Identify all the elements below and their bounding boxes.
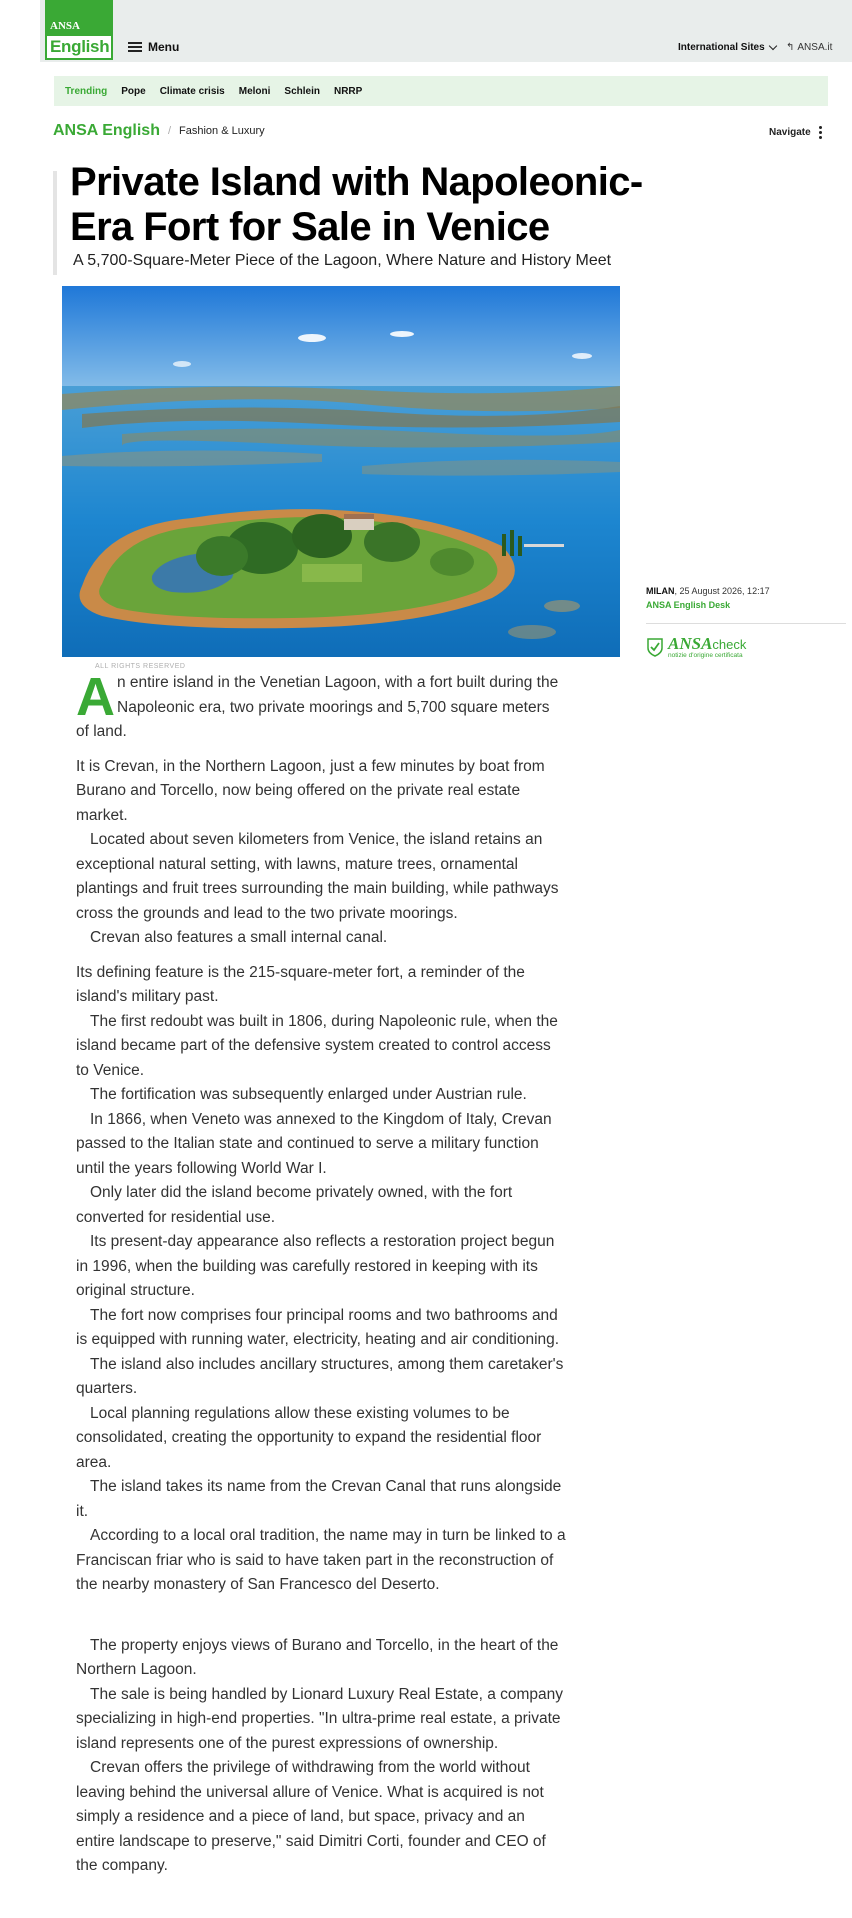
article-title: Private Island with Napoleonic-Era Fort for Sale in Venice: [70, 160, 643, 249]
article-paragraph: Crevan also features a small internal canal.: [90, 929, 388, 946]
article-paragraph: The fort now comprises four principal rooms and two bathrooms and is equipped with running water, electricity, heating and air conditioning.: [76, 1306, 560, 1348]
navigate-button[interactable]: [769, 126, 822, 139]
article-paragraph: The property enjoys views of Burano and Torcello, in the heart of the Northern Lagoon.: [76, 1636, 559, 1678]
ansa-check-word: check: [712, 637, 747, 652]
author-desk[interactable]: ANSA English Desk: [646, 600, 731, 610]
article-paragraph: Located about seven kilometers from Venice, the island retains an exceptional natural setting, with lawns, mature trees, ornamental plantings and fruit trees surrounding the main building, while pathways cross the grounds and lead to the two private moorings.: [76, 831, 559, 922]
trending-item-pope[interactable]: Pope: [121, 85, 146, 97]
trending-label: Trending: [65, 85, 108, 97]
article-paragraph: It is Crevan, in the Northern Lagoon, just a few minutes by boat from Burano and Torcello, now being offered on the private real estate market.: [76, 757, 545, 824]
sidebar-divider: [646, 623, 846, 624]
article-subtitle: A 5,700-Square-Meter Piece of the Lagoon, Where Nature and History Meet: [73, 252, 612, 269]
trending-item-meloni[interactable]: Meloni: [238, 85, 271, 97]
article-paragraph: The island also includes ancillary structures, among them caretaker's quarters.: [76, 1355, 564, 1397]
image-credit: ALL RIGHTS RESERVED: [95, 663, 186, 670]
ansa-english-logo[interactable]: [45, 0, 113, 60]
breadcrumb-home-link[interactable]: ANSA English: [53, 122, 160, 139]
shield-check-icon: [646, 637, 664, 657]
kebab-menu-icon: [819, 126, 822, 139]
trending-bar: [54, 76, 828, 106]
return-arrow-icon: ↰: [786, 42, 795, 53]
breadcrumb-separator: /: [167, 125, 172, 137]
logo-ansa-text: ANSA: [47, 0, 111, 36]
ansa-check-badge[interactable]: [646, 634, 746, 659]
menu-button[interactable]: [128, 40, 179, 54]
article-paragraph: Crevan offers the privilege of withdrawing from the world without leaving behind the universal allure of Venice. What is acquired is not simply a residence and a piece of land, but space, privacy and an entire landscape to preserve," said Dimitri Corti, founder and CEO of the company.: [76, 1759, 546, 1874]
article-paragraph: According to a local oral tradition, the name may in turn be linked to a Franciscan friar who is said to have taken part in the reconstruction of the nearby monastery of San Francesco del Deserto.: [76, 1527, 566, 1593]
ansa-check-tagline: notizie d'origine certificata: [668, 652, 743, 659]
trending-item-climate-crisis[interactable]: Climate crisis: [159, 85, 225, 97]
logo-english-text: English: [50, 37, 110, 56]
article-paragraph: Local planning regulations allow these existing volumes to be consolidated, creating the opportunity to expand the residential floor area.: [76, 1404, 542, 1471]
international-sites-dropdown[interactable]: [678, 42, 776, 53]
trending-item-schlein[interactable]: Schlein: [284, 85, 320, 97]
article-paragraph: The fortification was subsequently enlarged under Austrian rule.: [90, 1086, 527, 1103]
chevron-down-icon: [768, 42, 776, 50]
article-body: [76, 667, 566, 1879]
dateline: [646, 584, 770, 598]
ansa-check-brand: ANSA: [668, 634, 713, 653]
article-paragraph: Only later did the island become privately owned, with the fort converted for residential use.: [76, 1184, 513, 1226]
article-paragraph: In 1866, when Veneto was annexed to the Kingdom of Italy, Crevan passed to the Italian state and continued to serve a military function until the years following World War I.: [76, 1110, 552, 1177]
title-accent-bar: [53, 171, 57, 275]
article-paragraph: The island takes its name from the Crevan Canal that runs alongside it.: [76, 1478, 562, 1520]
menu-label: Menu: [148, 40, 180, 54]
international-sites-label: International Sites: [678, 42, 765, 53]
ansa-check-text: [668, 634, 746, 659]
ansa-it-link[interactable]: [786, 42, 832, 53]
hero-image-island-aerial[interactable]: [62, 286, 620, 657]
island-aerial-illustration: [62, 286, 620, 657]
lead-text: n entire island in the Venetian Lagoon, with a fort built during the Napoleonic era, two private moorings and 5,700 square meters of land.: [76, 674, 559, 740]
dateline-date: , 25 August 2026, 12:17: [674, 586, 770, 596]
article-paragraph: Its defining feature is the 215-square-meter fort, a reminder of the island's military past.: [76, 963, 525, 1005]
navigate-label: Navigate: [769, 127, 811, 138]
article-paragraph: The first redoubt was built in 1806, during Napoleonic rule, when the island became part of the defensive system created to control access to Venice.: [76, 1012, 558, 1079]
ansa-it-label: ANSA.it: [797, 42, 833, 53]
breadcrumb-section-link[interactable]: Fashion & Luxury: [179, 125, 265, 137]
article-meta: [646, 584, 770, 612]
article-paragraph: The sale is being handled by Lionard Luxury Real Estate, a company specializing in high-end properties. "In ultra-prime real estate, a private island represents one of the purest expressions of ownership.: [76, 1685, 564, 1752]
drop-cap: A: [76, 667, 115, 727]
trending-item-nrrp[interactable]: NRRP: [333, 85, 363, 97]
dateline-city: MILAN: [646, 586, 675, 596]
lead-paragraph: [76, 667, 566, 745]
breadcrumb: [53, 122, 265, 140]
article-paragraph: Its present-day appearance also reflects a restoration project begun in 1996, when the building was carefully restored in keeping with its original structure.: [76, 1233, 555, 1299]
hamburger-icon: [128, 42, 142, 52]
